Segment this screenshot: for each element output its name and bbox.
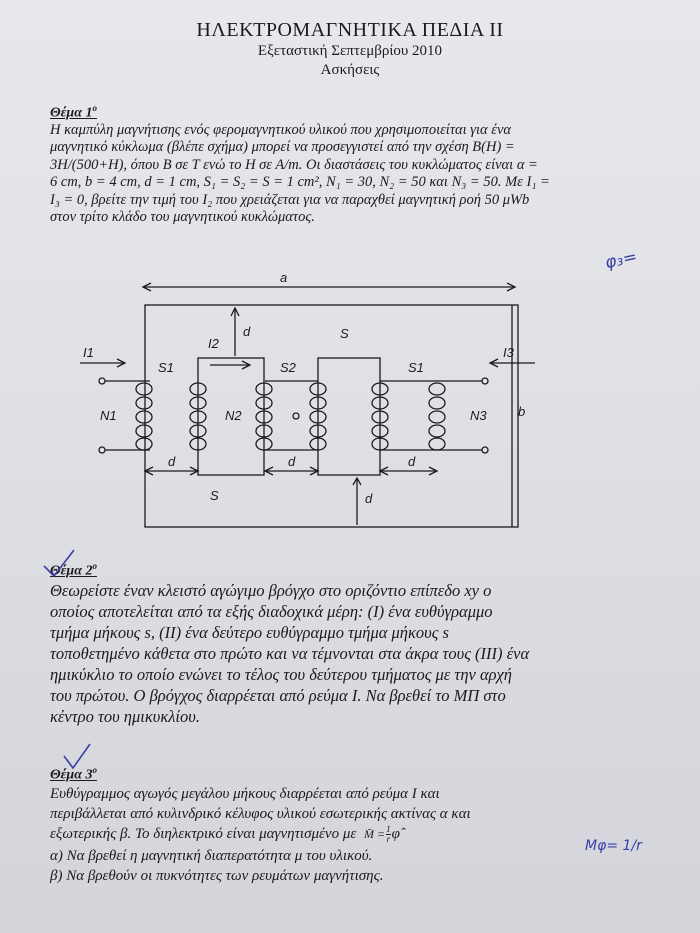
magnetic-circuit-figure	[70, 268, 550, 528]
topic-1-line: 6 cm, b = 4 cm, d = 1 cm, S₁ = S₂ = S = 1 cm², N₁ = 30, N₂ = 50 και N₃ = 50. Με I₁ =	[50, 174, 550, 191]
topic-3-item-b: β) Να βρεθούν οι πυκνότητες των ρευμάτων μαγνήτισης.	[50, 867, 384, 884]
label-i3: I3	[503, 345, 514, 360]
label-s1-left: S1	[158, 360, 174, 375]
label-d-left: d	[168, 454, 176, 469]
coil-n2	[256, 383, 326, 450]
page-title: ΗΛΕΚΤΡΟΜΑΓΝΗΤΙΚΑ ΠΕΔΙΑ ΙΙ	[196, 19, 504, 41]
label-n3: N3	[470, 408, 487, 423]
topic-1-heading: Θέμα $1^o$	[50, 103, 97, 121]
topic-2-line: τοποθετημένο κάθετα στο πρώτο και να τέμνονται στα άκρα τους (III) ένα	[50, 643, 530, 663]
topic-3-text	[50, 784, 670, 886]
topic-1-line: στον τρίτο κλάδο του μαγνητικού κυκλώματος.	[50, 209, 315, 226]
topic-2-line: οποίος αποτελείται από τα εξής διαδοχικά μέρη: (I) ένα ευθύγραμμο	[50, 601, 493, 621]
label-n2: N2	[225, 408, 242, 423]
topic-1-line: Η καμπύλη μαγνήτισης ενός φερομαγνητικού υλικού που χρησιμοποιείται για ένα	[50, 121, 512, 138]
label-d-bottom: d	[365, 491, 373, 506]
handwritten-note-phi3: φ₃=	[603, 246, 640, 274]
label-d-center: d	[288, 454, 296, 469]
topic-3-line-formula: εξωτερικής β. Το διηλεκτρικό είναι μαγνητισμένο με M̄ = $\frac{1}{r}$ φ̂	[50, 823, 400, 844]
topic-2-line: Θεωρείστε έναν κλειστό αγώγιμο βρόγχο στο οριζόντιο επίπεδο xy ο	[50, 580, 492, 600]
page-subtitle-2: Ασκήσεις	[320, 62, 380, 78]
label-i1: I1	[83, 345, 94, 360]
label-s1-right: S1	[408, 360, 424, 375]
topic-1-line: I₃ = 0, βρείτε την τιμή του I₂ που χρειάζεται για να παραχθεί μαγνητική ροή 50 μWb	[50, 191, 530, 208]
topic-2-line: του πρώτου. Ο βρόγχος διαρρέεται από ρεύμα Ι. Να βρεθεί το ΜΠ στο	[50, 685, 506, 705]
coil-n1	[136, 383, 206, 450]
coil-n3	[372, 383, 445, 450]
topic-2	[50, 558, 670, 727]
label-d-right: d	[408, 454, 416, 469]
check-mark-icon	[40, 548, 80, 580]
label-i2: I2	[208, 336, 219, 351]
formula-phi: φ̂	[391, 825, 400, 842]
topic-1-line: μαγνητικό κύκλωμα (βλέπε σχήμα) μπορεί να προσεγγιστεί από την σχέση Β(Η) =	[50, 139, 515, 156]
label-s2: S2	[280, 360, 296, 375]
label-b: b	[518, 404, 526, 419]
topic-3	[50, 762, 670, 886]
label-a: a	[280, 270, 288, 285]
topic-3-heading: Θέμα $3^o$	[50, 765, 97, 783]
page-subtitle: Εξεταστική Σεπτεμβρίου 2010	[257, 43, 443, 59]
topic-3-line: Ευθύγραμμος αγωγός μεγάλου μήκους διαρρέεται από ρεύμα Ι και	[50, 785, 440, 802]
label-d-top: d	[243, 324, 251, 339]
topic-2-heading: Θέμα $2^o$	[50, 561, 97, 579]
topic-1-line: 3Η/(500+Η), όπου Β σε Τ ενώ το Η σε Α/m. Οι διαστάσεις του κυκλώματος είναι α =	[50, 156, 538, 173]
handwritten-note-m: Mφ= 1/r	[585, 838, 642, 854]
topic-1	[50, 100, 670, 227]
topic-2-line: κέντρο του ημικυκλίου.	[50, 706, 200, 726]
label-s-bottom: S	[210, 488, 219, 503]
topic-3-item-a: α) Να βρεθεί η μαγνητική διαπερατότητα μ του υλικού.	[50, 847, 373, 864]
label-n1: N1	[100, 408, 117, 423]
topic-2-line: ημικύκλιο το οποίο ενώνει το τέλος του δεύτερου τμήματος με την αρχή	[50, 664, 512, 684]
formula-m: M̄ =	[364, 826, 386, 841]
topic-3-line: περιβάλλεται από κυλινδρικό κέλυφος υλικού εσωτερικής ακτίνας α και	[50, 805, 471, 822]
header	[0, 18, 700, 80]
core-outer	[145, 305, 518, 527]
topic-2-line: τμήμα μήκους s, (II) ένα δεύτερο ευθύγραμμο τμήμα μήκους s	[50, 622, 449, 642]
core-window-right	[318, 358, 380, 475]
check-mark-icon	[60, 742, 96, 772]
topic-2-text	[50, 580, 670, 727]
formula-fraction: $\frac{1}{r}$	[386, 823, 391, 844]
topic-1-text	[50, 122, 670, 227]
label-s-top: S	[340, 326, 349, 341]
